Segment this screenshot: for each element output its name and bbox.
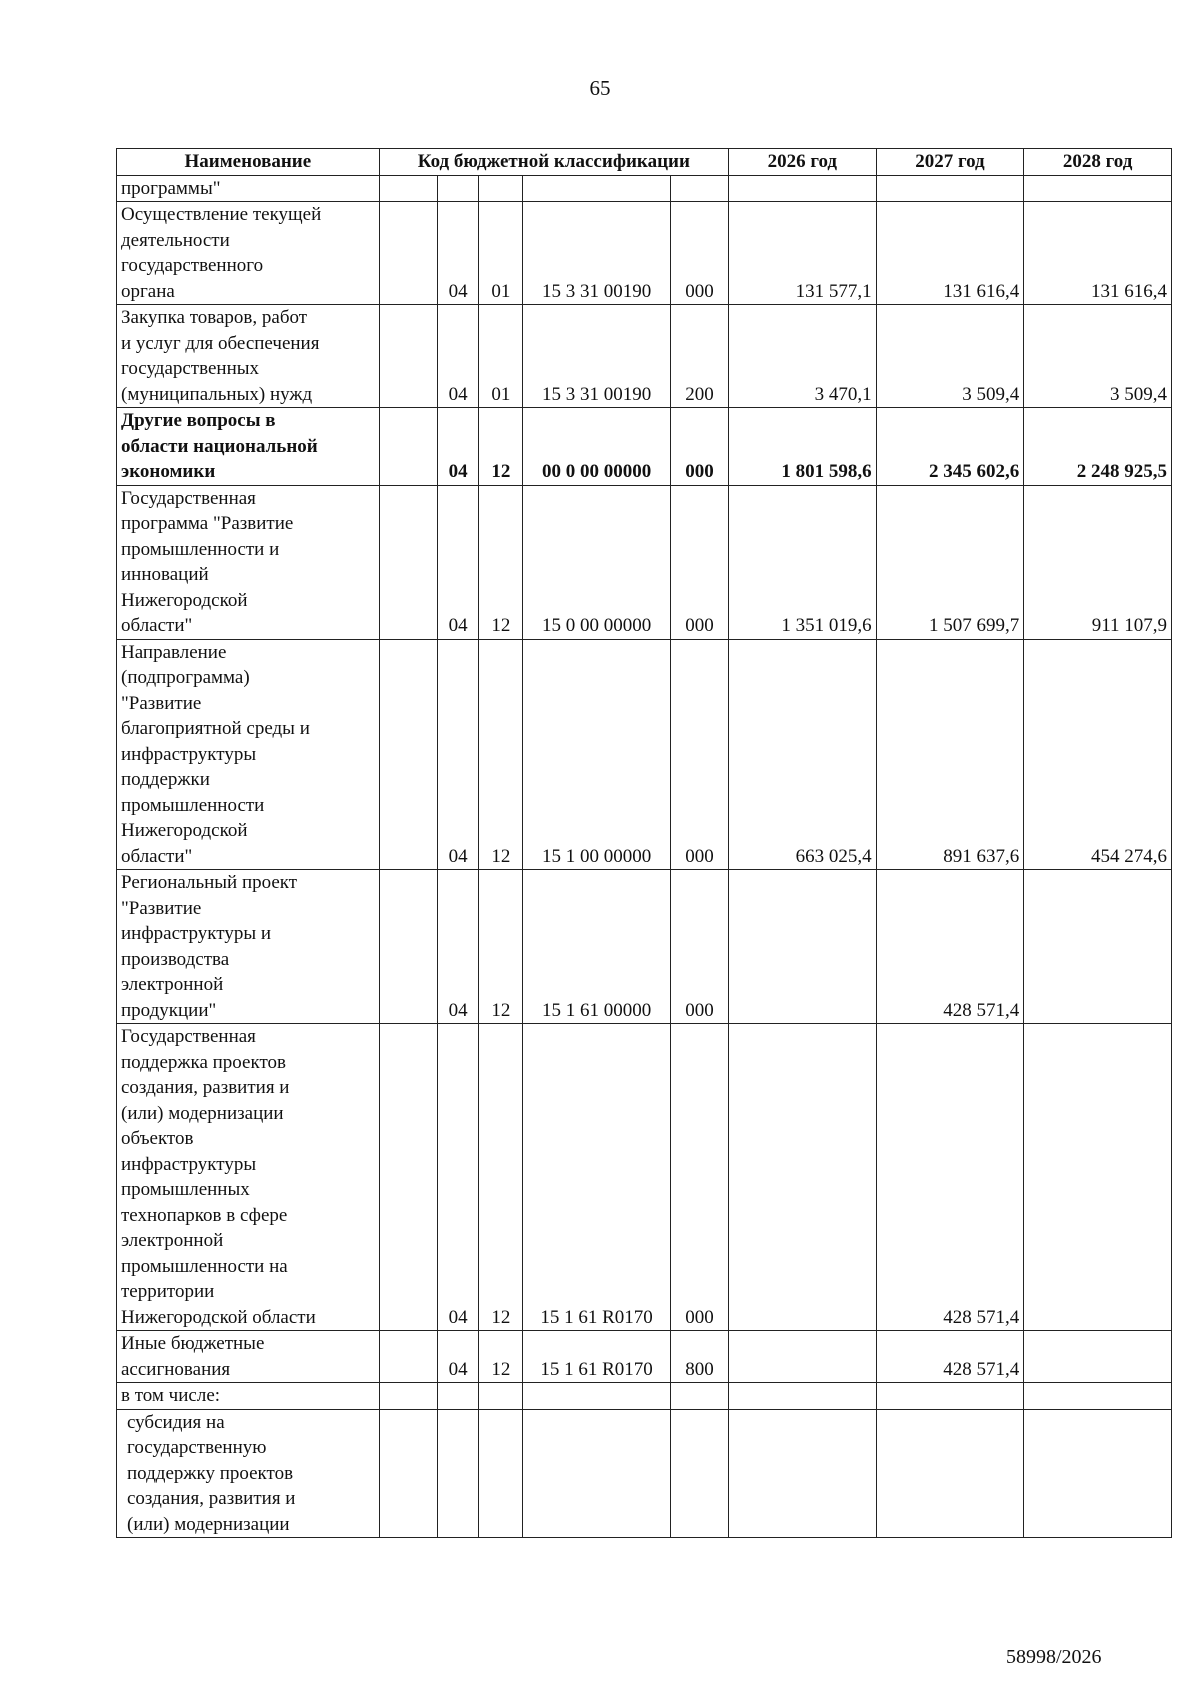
- cell-2027: [876, 1409, 1024, 1538]
- cell-2026: [728, 1383, 876, 1410]
- cell-section: [437, 175, 479, 202]
- cell-2028: [1024, 1024, 1172, 1331]
- cell-target-article: 15 1 00 00000: [523, 639, 671, 870]
- table-row: [117, 305, 1172, 408]
- cell-name: Государственная поддержка проектов создания, развития и (или) модернизации объектов инфраструктуры промышленных технопарков в сфере электронной промышленности на территории Нижегородской области: [117, 1024, 380, 1331]
- cell-subsection: 12: [479, 639, 523, 870]
- cell-2028: [1024, 870, 1172, 1024]
- cell-2027: 428 571,4: [876, 1331, 1024, 1383]
- cell-target-article: 15 1 61 R0170: [523, 1331, 671, 1383]
- cell-blank: [379, 485, 437, 639]
- cell-name: Направление (подпрограмма) "Развитие благоприятной среды и инфраструктуры поддержки промышленности Нижегородской области": [117, 639, 380, 870]
- cell-2027: 428 571,4: [876, 1024, 1024, 1331]
- cell-expense-type: [670, 175, 728, 202]
- cell-2028: 911 107,9: [1024, 485, 1172, 639]
- cell-subsection: 01: [479, 202, 523, 305]
- cell-2026: [728, 1331, 876, 1383]
- cell-section: 04: [437, 1331, 479, 1383]
- cell-name: Иные бюджетные ассигнования: [117, 1331, 380, 1383]
- cell-2026: [728, 175, 876, 202]
- table-row: [117, 870, 1172, 1024]
- cell-blank: [379, 1409, 437, 1538]
- cell-blank: [379, 175, 437, 202]
- cell-section: 04: [437, 305, 479, 408]
- cell-expense-type: 000: [670, 639, 728, 870]
- table-row: [117, 408, 1172, 486]
- cell-2027: 1 507 699,7: [876, 485, 1024, 639]
- table-row: [117, 1024, 1172, 1331]
- cell-expense-type: 800: [670, 1331, 728, 1383]
- cell-name: Осуществление текущей деятельности государственного органа: [117, 202, 380, 305]
- cell-expense-type: 000: [670, 485, 728, 639]
- cell-target-article: 15 0 00 00000: [523, 485, 671, 639]
- cell-2027: [876, 175, 1024, 202]
- cell-target-article: 15 1 61 R0170: [523, 1024, 671, 1331]
- cell-section: 04: [437, 485, 479, 639]
- cell-name: в том числе:: [117, 1383, 380, 1410]
- cell-blank: [379, 202, 437, 305]
- cell-subsection: [479, 1409, 523, 1538]
- cell-2028: 454 274,6: [1024, 639, 1172, 870]
- table-row: [117, 175, 1172, 202]
- cell-target-article: 15 3 31 00190: [523, 202, 671, 305]
- cell-blank: [379, 639, 437, 870]
- cell-2026: 1 351 019,6: [728, 485, 876, 639]
- cell-blank: [379, 1024, 437, 1331]
- cell-section: 04: [437, 639, 479, 870]
- cell-section: [437, 1383, 479, 1410]
- cell-2028: [1024, 1409, 1172, 1538]
- page-number: 65: [589, 76, 611, 100]
- cell-2027: 131 616,4: [876, 202, 1024, 305]
- cell-target-article: [523, 1383, 671, 1410]
- cell-2026: 3 470,1: [728, 305, 876, 408]
- cell-section: 04: [437, 870, 479, 1024]
- cell-2026: [728, 1409, 876, 1538]
- cell-expense-type: 000: [670, 202, 728, 305]
- cell-2026: 663 025,4: [728, 639, 876, 870]
- cell-name: Региональный проект "Развитие инфраструктуры и производства электронной продукции": [117, 870, 380, 1024]
- cell-section: [437, 1409, 479, 1538]
- cell-target-article: 15 1 61 00000: [523, 870, 671, 1024]
- cell-2028: [1024, 1331, 1172, 1383]
- cell-blank: [379, 1383, 437, 1410]
- cell-2027: [876, 1383, 1024, 1410]
- cell-name: Государственная программа "Развитие промышленности и инноваций Нижегородской области": [117, 485, 380, 639]
- cell-2028: 3 509,4: [1024, 305, 1172, 408]
- cell-2028: [1024, 175, 1172, 202]
- cell-subsection: 12: [479, 870, 523, 1024]
- table-row: [117, 1409, 1172, 1538]
- header-2028: 2028 год: [1024, 149, 1172, 176]
- cell-name: Другие вопросы в области национальной экономики: [117, 408, 380, 486]
- cell-2026: [728, 1024, 876, 1331]
- cell-target-article: [523, 175, 671, 202]
- cell-target-article: 00 0 00 00000: [523, 408, 671, 486]
- cell-blank: [379, 870, 437, 1024]
- cell-name: программы": [117, 175, 380, 202]
- cell-blank: [379, 305, 437, 408]
- cell-section: 04: [437, 1024, 479, 1331]
- cell-subsection: 12: [479, 485, 523, 639]
- cell-2027: 3 509,4: [876, 305, 1024, 408]
- cell-expense-type: 000: [670, 870, 728, 1024]
- cell-blank: [379, 1331, 437, 1383]
- cell-name: Закупка товаров, работ и услуг для обеспечения государственных (муниципальных) нужд: [117, 305, 380, 408]
- cell-section: 04: [437, 202, 479, 305]
- header-2027: 2027 год: [876, 149, 1024, 176]
- cell-2028: 2 248 925,5: [1024, 408, 1172, 486]
- cell-2027: 2 345 602,6: [876, 408, 1024, 486]
- cell-subsection: [479, 1383, 523, 1410]
- table-row: [117, 1331, 1172, 1383]
- header-2026: 2026 год: [728, 149, 876, 176]
- cell-2026: [728, 870, 876, 1024]
- table-body: [117, 175, 1172, 1538]
- cell-2027: 891 637,6: [876, 639, 1024, 870]
- cell-target-article: 15 3 31 00190: [523, 305, 671, 408]
- cell-2028: 131 616,4: [1024, 202, 1172, 305]
- cell-name: субсидия на государственную поддержку проектов создания, развития и (или) модернизации: [117, 1409, 380, 1538]
- cell-section: 04: [437, 408, 479, 486]
- cell-blank: [379, 408, 437, 486]
- cell-2027: 428 571,4: [876, 870, 1024, 1024]
- cell-2026: 1 801 598,6: [728, 408, 876, 486]
- table-header-row: [117, 149, 1172, 176]
- header-code: Код бюджетной классификации: [379, 149, 728, 176]
- cell-subsection: 12: [479, 1331, 523, 1383]
- cell-subsection: 01: [479, 305, 523, 408]
- cell-subsection: 12: [479, 1024, 523, 1331]
- table-row: [117, 485, 1172, 639]
- cell-expense-type: 000: [670, 408, 728, 486]
- cell-subsection: 12: [479, 408, 523, 486]
- cell-2026: 131 577,1: [728, 202, 876, 305]
- cell-expense-type: 000: [670, 1024, 728, 1331]
- cell-subsection: [479, 175, 523, 202]
- table-row: [117, 1383, 1172, 1410]
- budget-table: [116, 148, 1172, 1538]
- header-name: Наименование: [117, 149, 380, 176]
- cell-target-article: [523, 1409, 671, 1538]
- table-row: [117, 639, 1172, 870]
- table-row: [117, 202, 1172, 305]
- cell-expense-type: 200: [670, 305, 728, 408]
- cell-2028: [1024, 1383, 1172, 1410]
- cell-expense-type: [670, 1409, 728, 1538]
- document-code: 58998/2026: [1006, 1646, 1102, 1668]
- cell-expense-type: [670, 1383, 728, 1410]
